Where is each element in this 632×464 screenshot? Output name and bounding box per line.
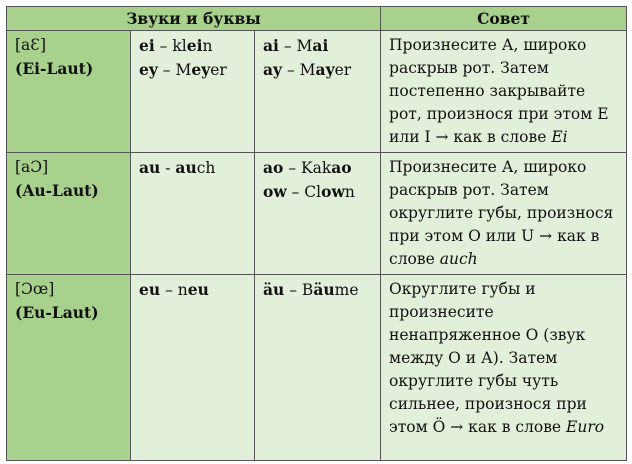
letters-cell: [255, 153, 381, 275]
letters-cell: [131, 31, 255, 153]
table-row: [7, 153, 627, 275]
letters-cell: [255, 31, 381, 153]
example-word: Ei: [551, 128, 568, 146]
letters-cell: [131, 153, 255, 275]
letter-example: ao – Kakao: [263, 158, 352, 177]
advice-text: Округлите губы и произнесите ненапряженное О (звук между О и А). Затем округлите губы чуть сильнее, произнося при этом Ö → как в слове Euro: [389, 280, 605, 436]
letter-example: äu – Bäume: [263, 280, 359, 299]
sound-cell: [7, 31, 131, 153]
ipa-symbol: [Ɔœ]: [15, 280, 55, 298]
letter-example: eu – neu: [139, 280, 209, 299]
advice-cell: [381, 31, 627, 153]
sound-name: (Ei-Laut): [15, 59, 94, 78]
advice-cell: [381, 153, 627, 275]
letter-example: ow – Clown: [263, 182, 355, 201]
sound-cell: [7, 153, 131, 275]
advice-text: Произнесите А, широко раскрыв рот. Затем постепенно закрывайте рот, произнося при этом Е или I → как в слове Ei: [389, 36, 609, 146]
sound-cell: [7, 275, 131, 461]
header-advice: Совет: [381, 7, 627, 31]
table-row: [7, 275, 627, 461]
header-sounds-letters: Звуки и буквы: [7, 7, 381, 31]
table-row: [7, 31, 627, 153]
example-word: auch: [439, 250, 478, 268]
ipa-symbol: [aƆ]: [15, 158, 49, 176]
letters-cell: [255, 275, 381, 461]
sound-name: (Au-Laut): [15, 181, 99, 200]
advice-cell: [381, 275, 627, 461]
sound-name: (Eu-Laut): [15, 303, 99, 322]
letter-example: ei – klein: [139, 36, 213, 55]
letters-cell: [131, 275, 255, 461]
ipa-symbol: [aƐ]: [15, 36, 46, 54]
letter-example: ay – Mayer: [263, 60, 352, 79]
header-row: [7, 7, 627, 31]
letter-example: ai – Mai: [263, 36, 329, 55]
letter-example: au - auch: [139, 158, 216, 177]
letter-example: ey – Meyer: [139, 60, 227, 79]
phonetics-table: [6, 6, 627, 461]
advice-text: Произнесите А, широко раскрыв рот. Затем округлите губы, произнося при этом О или U → как в слове auch: [389, 158, 614, 268]
example-word: Euro: [566, 418, 605, 436]
